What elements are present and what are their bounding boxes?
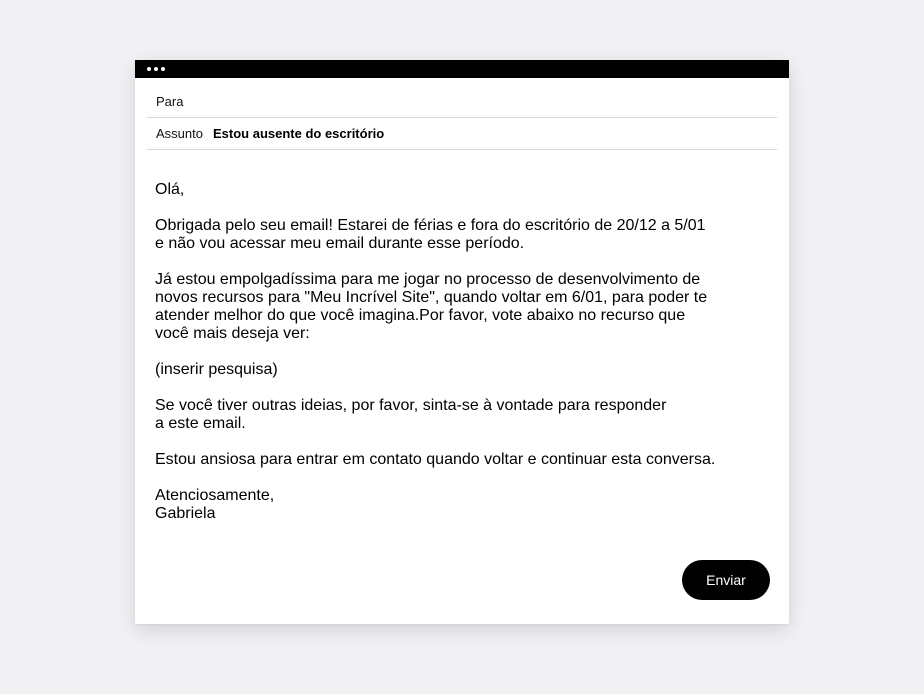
subject-input[interactable]: Estou ausente do escritório bbox=[212, 126, 385, 141]
window-titlebar bbox=[135, 60, 789, 78]
body-paragraph: Se você tiver outras ideias, por favor, sinta-se à vontade para responder a este email. bbox=[155, 397, 667, 432]
window-dot-icon bbox=[161, 67, 165, 71]
email-compose-window bbox=[135, 60, 789, 624]
to-label: Para bbox=[156, 94, 184, 109]
body-paragraph: (inserir pesquisa) bbox=[155, 361, 278, 378]
email-body[interactable] bbox=[155, 181, 765, 541]
body-paragraph: Estou ansiosa para entrar em contato quando voltar e continuar esta conversa. bbox=[155, 451, 716, 468]
body-paragraph: Obrigada pelo seu email! Estarei de férias e fora do escritório de 20/12 a 5/01 e não vou acessar meu email durante esse período. bbox=[155, 217, 706, 252]
body-paragraph: Já estou empolgadíssima para me jogar no processo de desenvolvimento de novos recursos para "Meu Incrível Site", quando voltar em 6/01, para poder te atender melhor do que você imagina.Por favor, vote abaixo no recurso que você mais deseja ver: bbox=[155, 271, 708, 342]
send-button[interactable]: Enviar bbox=[682, 560, 770, 600]
subject-field-row[interactable] bbox=[147, 118, 777, 150]
to-field-row[interactable] bbox=[147, 86, 777, 118]
window-dot-icon bbox=[147, 67, 151, 71]
window-dot-icon bbox=[154, 67, 158, 71]
body-paragraph: Olá, bbox=[155, 181, 185, 198]
subject-label: Assunto bbox=[156, 126, 203, 141]
body-paragraph: Atenciosamente, Gabriela bbox=[155, 487, 275, 522]
